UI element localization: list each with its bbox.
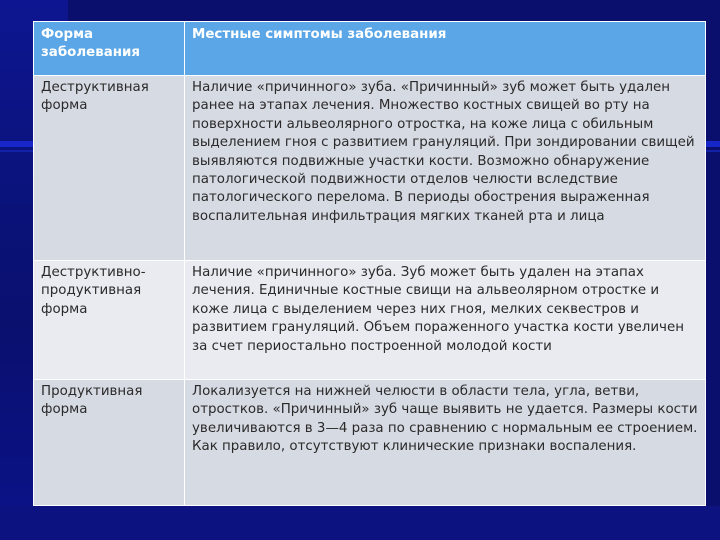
form-cell: Продуктивная форма	[34, 380, 185, 506]
background-bottom-band	[0, 506, 720, 540]
table-row	[34, 261, 706, 380]
header-symptoms: Местные симптомы заболевания	[185, 22, 706, 76]
symptoms-cell: Локализуется на нижней челюсти в области тела, угла, ветви, отростков. «Причинный» зуб чаще выявить не удается. Размеры кости увеличиваются в 3—4 раза по сравнению с нормальным ее строением. Как правило, отсутствуют клинические признаки воспаления.	[185, 380, 706, 506]
table-row	[34, 380, 706, 506]
form-cell: Деструктивная форма	[34, 76, 185, 261]
table-header-row	[34, 22, 706, 76]
symptoms-cell: Наличие «причинного» зуба. Зуб может быть удален на этапах лечения. Единичные костные свищи на альвеолярном отростке и коже лица с выделением через них гноя, мелких секвестров и развитием грануляций. Объем пораженного участка кости увеличен за счет периостально построенной молодой кости	[185, 261, 706, 380]
header-form: Форма заболевания	[34, 22, 185, 76]
form-cell: Деструктивно-продуктивная форма	[34, 261, 185, 380]
table-row	[34, 76, 706, 261]
symptoms-cell: Наличие «причинного» зуба. «Причинный» зуб может быть удален ранее на этапах лечения. Множество костных свищей во рту на поверхности альвеолярного отростка, на коже лица с обильным выделением гноя с развитием грануляций. При зондировании свищей выявляются подвижные участки кости. Возможно обнаружение патологической подвижности отделов челюсти вследствие патологического перелома. В периоды обострения выраженная воспалительная инфильтрация мягких тканей рта и лица	[185, 76, 706, 261]
symptoms-table	[33, 21, 706, 506]
